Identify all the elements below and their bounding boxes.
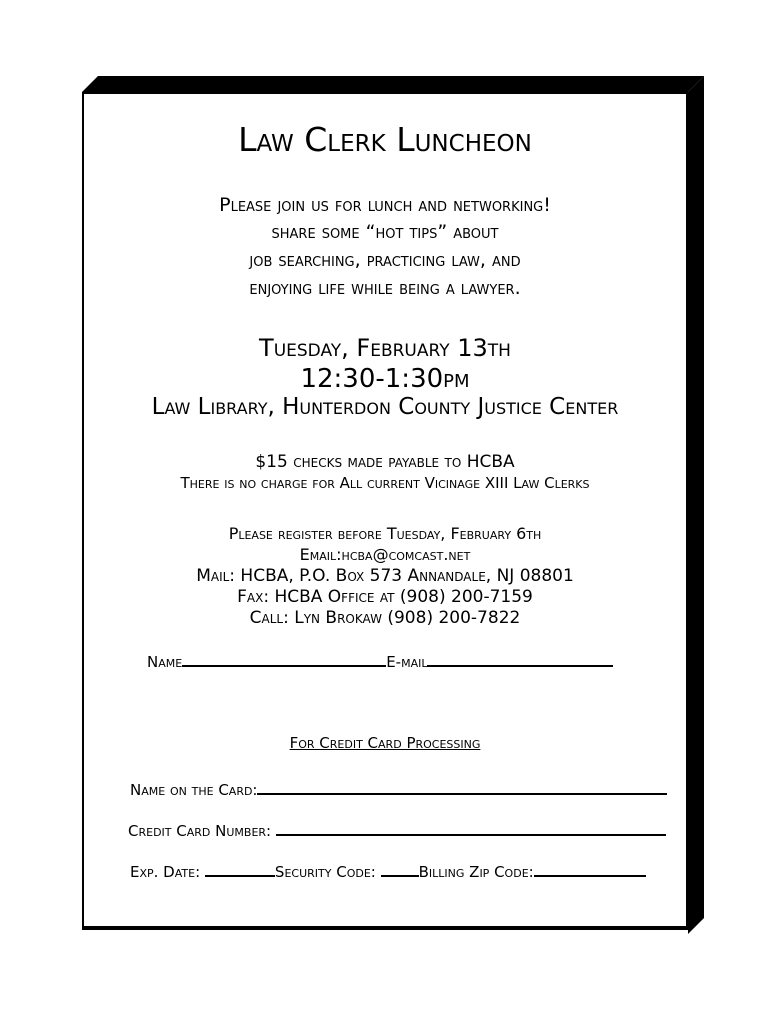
card-name-row	[130, 778, 667, 799]
name-label: Name	[147, 653, 183, 671]
flyer-card	[82, 92, 688, 930]
intro-line-3: job searching, practicing law, and	[249, 249, 521, 271]
register-mail: Mail: HCBA, P.O. Box 573 Annandale, NJ 08801	[196, 566, 574, 586]
exp-date-field[interactable]	[205, 860, 275, 877]
intro-line-2: share some “hot tips” about	[271, 221, 499, 243]
card-number-field[interactable]	[276, 819, 666, 836]
card-number-row	[128, 819, 666, 840]
intro-line-4: enjoying life while being a lawyer.	[249, 277, 521, 299]
security-code-label: Security Code:	[274, 863, 376, 881]
flyer-title: Law Clerk Luncheon	[238, 120, 532, 159]
register-deadline: Please register before Tuesday, February 6th	[228, 524, 542, 543]
event-time: 12:30-1:30pm	[300, 364, 470, 394]
intro-line-1: Please join us for lunch and networking!	[219, 194, 551, 216]
register-email[interactable]: Email:hcba@comcast.net	[299, 545, 471, 564]
email-field[interactable]	[427, 650, 613, 667]
name-email-row	[147, 650, 613, 671]
name-field[interactable]	[182, 650, 386, 667]
event-date: Tuesday, February 13th	[259, 334, 511, 362]
event-location: Law Library, Hunterdon County Justice Center	[151, 394, 619, 420]
card-name-field[interactable]	[257, 778, 667, 795]
card-name-label: Name on the Card:	[130, 781, 258, 799]
register-fax: Fax: HCBA Office at (908) 200-7159	[237, 587, 533, 607]
card-number-label: Credit Card Number:	[128, 822, 272, 840]
frame-top-edge	[82, 76, 704, 92]
billing-zip-field[interactable]	[534, 860, 646, 877]
no-charge-info: There is no charge for All current Vicinage XIII Law Clerks	[180, 474, 590, 492]
email-label: E-mail	[386, 653, 428, 671]
card-details-row	[130, 860, 646, 881]
credit-heading: For Credit Card Processing	[289, 734, 481, 752]
register-call: Call: Lyn Brokaw (908) 200-7822	[249, 608, 521, 628]
security-code-field[interactable]	[381, 860, 419, 877]
exp-date-label: Exp. Date:	[130, 863, 201, 881]
billing-zip-label: Billing Zip Code:	[418, 863, 534, 881]
price-info: $15 checks made payable to HCBA	[255, 452, 515, 472]
